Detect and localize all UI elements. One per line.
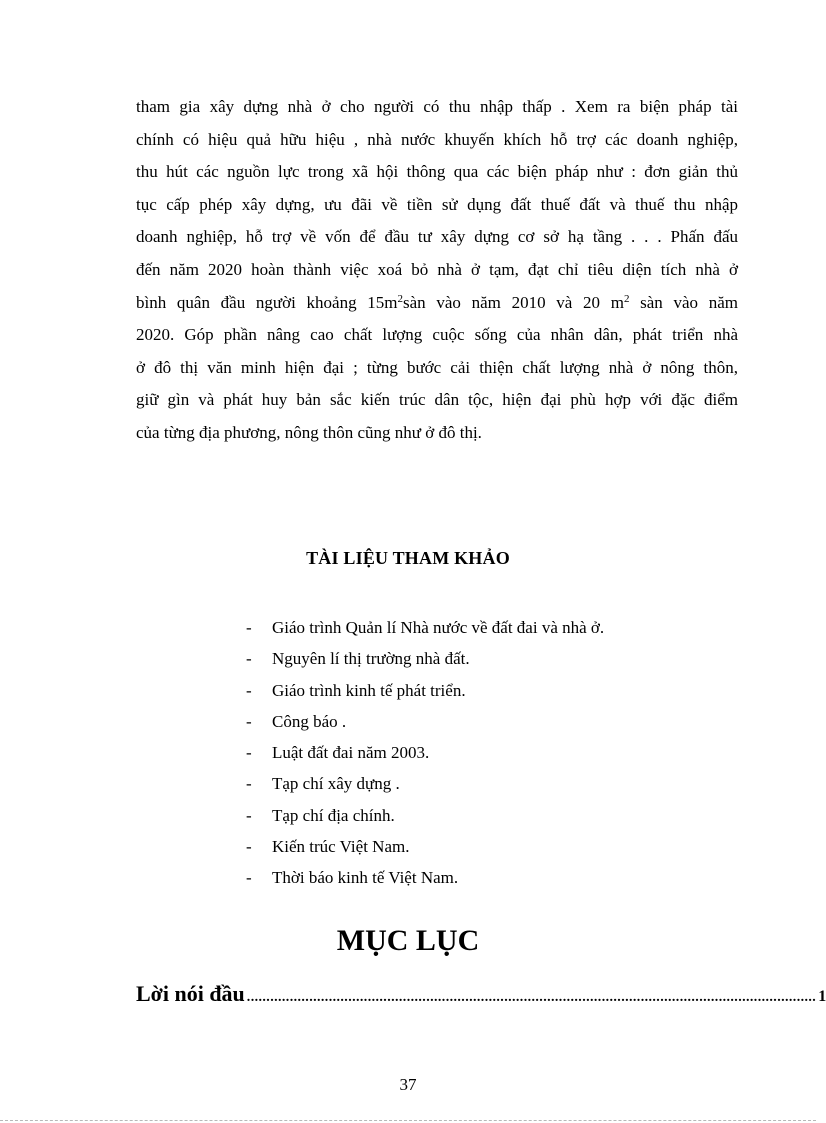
toc-page-number: 1 bbox=[818, 988, 826, 1005]
reference-item bbox=[246, 675, 604, 706]
references-list bbox=[246, 612, 604, 894]
paragraph-last-line: của từng địa phương, nông thôn cũng như ở đô thị. bbox=[136, 422, 482, 442]
references-heading: TÀI LIỆU THAM KHẢO bbox=[306, 548, 510, 568]
paragraph-line: tục cấp phép xây dựng, ưu đãi về tiền sử dụng đất thuế đất và thuế thu nhập bbox=[136, 194, 738, 214]
reference-item bbox=[246, 706, 604, 737]
reference-text: Công báo . bbox=[272, 711, 347, 731]
reference-item bbox=[246, 862, 604, 893]
table-of-contents-heading: MỤC LỤC bbox=[336, 924, 480, 957]
reference-text: Giáo trình kinh tế phát triển. bbox=[272, 680, 466, 700]
reference-text: Tạp chí địa chính. bbox=[272, 805, 395, 825]
paragraph-line: chính có hiệu quả hữu hiệu , nhà nước khuyến khích hỗ trợ các doanh nghiệp, bbox=[136, 129, 738, 149]
dash-bullet: - bbox=[246, 711, 252, 731]
paragraph-line: tham gia xây dựng nhà ở cho người có thu nhập thấp . Xem ra biện pháp tài bbox=[136, 97, 738, 116]
dash-bullet: - bbox=[246, 805, 252, 825]
dash-bullet: - bbox=[246, 743, 252, 763]
paragraph-line-with-superscripts bbox=[136, 287, 738, 320]
dash-bullet: - bbox=[246, 837, 252, 857]
dash-bullet: - bbox=[246, 774, 252, 794]
body-paragraph bbox=[136, 91, 738, 450]
paragraph-line: doanh nghiệp, hỗ trợ về vốn để đầu tư xây dựng cơ sở hạ tầng . . . Phấn đấu bbox=[136, 227, 738, 247]
line-segment: bình quân đầu người khoảng 15m bbox=[136, 292, 398, 312]
dash-bullet: - bbox=[246, 618, 252, 637]
superscript: 2 bbox=[397, 292, 403, 305]
reference-text: Thời báo kinh tế Việt Nam. bbox=[272, 868, 459, 888]
reference-item bbox=[246, 643, 604, 674]
paragraph-line: 2020. Góp phần nâng cao chất lượng cuộc sống của nhân dân, phát triển nhà bbox=[136, 325, 738, 345]
reference-text: Nguyên lí thị trường nhà đất. bbox=[272, 649, 470, 669]
reference-text: Kiến trúc Việt Nam. bbox=[272, 837, 410, 857]
reference-text: Luật đất đai năm 2003. bbox=[272, 743, 430, 763]
toc-entry[interactable] bbox=[136, 981, 826, 1007]
paragraph-line: thu hút các nguồn lực trong xã hội thông qua các biện pháp như : đơn giản thủ bbox=[136, 162, 738, 182]
paragraph-line: giữ gìn và phát huy bản sắc kiến trúc dân tộc, hiện đại phù hợp với đặc điểm bbox=[136, 390, 738, 410]
reference-item bbox=[246, 831, 604, 862]
reference-item bbox=[246, 768, 604, 799]
toc-entry-label: Lời nói đầu bbox=[136, 981, 245, 1006]
dash-bullet: - bbox=[246, 649, 252, 669]
dash-bullet: - bbox=[246, 680, 252, 700]
page-bottom-rule bbox=[0, 1120, 816, 1121]
reference-text: Giáo trình Quản lí Nhà nước về đất đai và nhà ở. bbox=[272, 618, 605, 637]
page-number: 37 bbox=[399, 1075, 417, 1094]
line-segment: sàn vào năm bbox=[629, 292, 739, 312]
toc-dot-leader: .................................................................................................................................................. bbox=[246, 990, 817, 1005]
superscript: 2 bbox=[623, 292, 630, 305]
reference-item bbox=[246, 800, 604, 831]
paragraph-line: đến năm 2020 hoàn thành việc xoá bỏ nhà ở tạm, đạt chỉ tiêu diện tích nhà ở bbox=[136, 259, 738, 279]
reference-item bbox=[246, 612, 604, 643]
reference-text: Tạp chí xây dựng . bbox=[272, 774, 400, 794]
reference-item bbox=[246, 737, 604, 768]
paragraph-line: ở đô thị văn minh hiện đại ; từng bước cải thiện chất lượng nhà ở nông thôn, bbox=[136, 357, 738, 377]
line-segment: sàn vào năm 2010 và 20 m bbox=[403, 292, 624, 312]
dash-bullet: - bbox=[246, 868, 252, 888]
